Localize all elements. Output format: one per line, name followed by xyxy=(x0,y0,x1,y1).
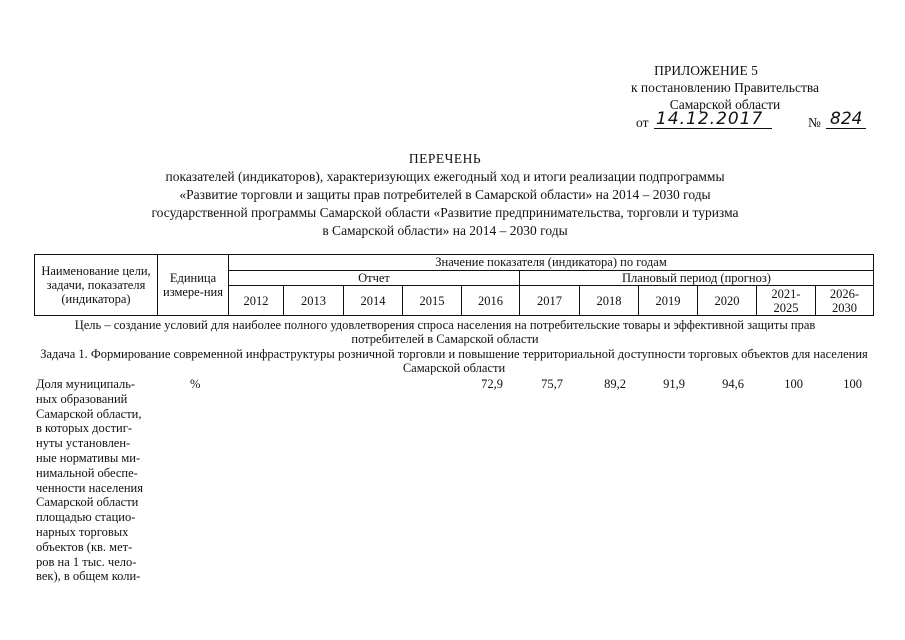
label-line: нуты установлен- xyxy=(36,436,131,451)
label-line: нимальной обеспе- xyxy=(36,465,138,480)
heading-line-1: показателей (индикаторов), характеризующих ежегодный ход и итоги реализации подпрограммы xyxy=(165,169,725,184)
appendix-block xyxy=(560,62,890,133)
year-cell: 2017 xyxy=(520,286,580,316)
label-line: нарных торговых xyxy=(36,524,129,539)
value-2018: 89,2 xyxy=(604,377,626,391)
document-heading xyxy=(40,150,850,240)
label-line: ных образований xyxy=(36,391,128,406)
number-prefix: № xyxy=(808,115,821,130)
year-cell: 2012 xyxy=(229,286,284,316)
header-indicator-name: Наименование цели, задачи, показателя (индикатора) xyxy=(35,255,158,316)
indicator-unit: % xyxy=(190,377,201,391)
value-2017: 75,7 xyxy=(541,377,563,391)
label-line: объектов (кв. мет- xyxy=(36,539,133,554)
indicators-table-header xyxy=(34,254,874,316)
year-cell: 2026-2030 xyxy=(816,286,874,316)
year-cell: 2021-2025 xyxy=(757,286,816,316)
date-underline xyxy=(654,128,772,129)
appendix-title: ПРИЛОЖЕНИЕ 5 xyxy=(654,63,758,78)
handwritten-date: 14.12.2017 xyxy=(656,109,764,129)
label-line: в которых достиг- xyxy=(36,421,133,436)
label-line: площадью стацио- xyxy=(36,510,136,525)
label-line: Самарской области xyxy=(36,495,139,510)
value-2019: 91,9 xyxy=(663,377,685,391)
header-values-by-year: Значение показателя (индикатора) по годам xyxy=(229,255,874,271)
year-cell: 2020 xyxy=(698,286,757,316)
year-cell: 2014 xyxy=(344,286,403,316)
value-2026-2030: 100 xyxy=(843,377,862,391)
appendix-line-1: к постановлению Правительства xyxy=(630,80,820,95)
document-title: ПЕРЕЧЕНЬ xyxy=(408,151,482,166)
label-line: Доля муниципаль- xyxy=(36,377,136,391)
label-line: Самарской области, xyxy=(36,406,142,421)
year-cell: 2019 xyxy=(639,286,698,316)
year-cell: 2015 xyxy=(403,286,462,316)
number-underline xyxy=(826,128,866,129)
label-line: ченности населения xyxy=(36,480,144,495)
appendix-date-line xyxy=(560,109,890,133)
header-report: Отчет xyxy=(229,271,520,286)
year-cell: 2016 xyxy=(462,286,520,316)
value-2020: 94,6 xyxy=(722,377,744,391)
year-cell: 2013 xyxy=(284,286,344,316)
value-2021-2025: 100 xyxy=(784,377,803,391)
year-cell: 2018 xyxy=(580,286,639,316)
label-line: ные нормативы ми- xyxy=(36,450,141,465)
task-row: Задача 1. Формирование современной инфраструктуры розничной торговли и повышение территориальной доступности торговых объектов для населения Самарской области xyxy=(40,347,868,375)
header-plan-period: Плановый период (прогноз) xyxy=(520,271,874,286)
heading-line-3: государственной программы Самарской области «Развитие предпринимательства, торговли и туризма xyxy=(151,205,739,220)
header-unit: Единица измере-ния xyxy=(158,255,229,316)
handwritten-number: 824 xyxy=(830,109,863,129)
date-prefix: от xyxy=(636,115,649,130)
goal-row: Цель – создание условий для наиболее полного удовлетворения спроса населения на потребительские товары и эффективной защиты прав потребителей в Самарской области xyxy=(74,318,816,346)
indicator-label xyxy=(36,377,156,584)
heading-line-2: «Развитие торговли и защиты прав потребителей в Самарской области» на 2014 – 2030 годы xyxy=(179,187,711,202)
value-2016: 72,9 xyxy=(481,377,503,391)
appendix-line-2: Самарской области xyxy=(669,97,781,112)
heading-line-4: в Самарской области» на 2014 – 2030 годы xyxy=(322,223,568,238)
label-line: ров на 1 тыс. чело- xyxy=(36,554,137,569)
label-line: век), в общем коли- xyxy=(36,569,141,584)
